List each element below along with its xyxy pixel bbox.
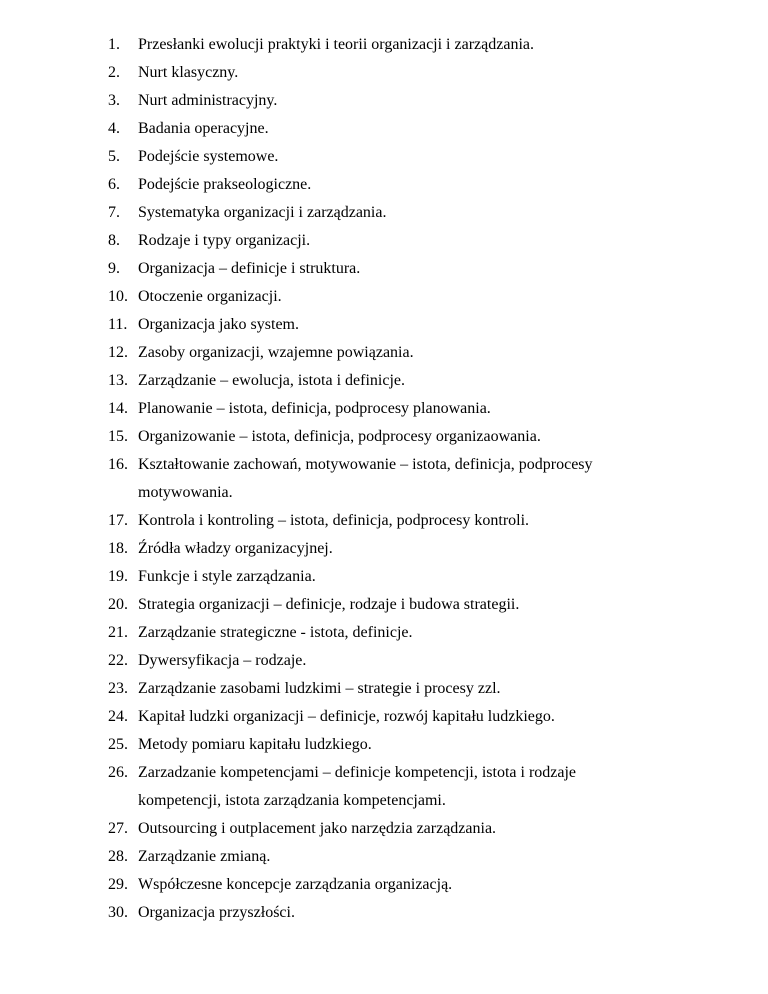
- list-item-number: 23.: [108, 680, 128, 697]
- list-item-text: Zarzadzanie kompetencjami – definicje kompetencji, istota i rodzaje: [138, 764, 577, 781]
- list-item-number: 14.: [108, 400, 128, 417]
- list-item-text: Zasoby organizacji, wzajemne powiązania.: [138, 344, 414, 361]
- list-item-text: Zarządzanie zasobami ludzkimi – strategie i procesy zzl.: [138, 680, 501, 697]
- list-item: [108, 367, 748, 395]
- list-item: [108, 31, 748, 59]
- list-item: [108, 563, 748, 591]
- list-item-text: Organizacja – definicje i struktura.: [138, 260, 361, 277]
- list-item: [108, 311, 748, 339]
- list-item-text: Outsourcing i outplacement jako narzędzia zarządzania.: [138, 820, 497, 837]
- list-item-number: 30.: [108, 904, 128, 921]
- list-item: [108, 199, 748, 227]
- list-item-number: 4.: [108, 120, 120, 137]
- list-item-text: Organizacja przyszłości.: [138, 904, 295, 921]
- list-item-text: Zarządzanie – ewolucja, istota i definicje.: [138, 372, 405, 389]
- list-item: [108, 227, 748, 255]
- list-item-number: 25.: [108, 736, 128, 753]
- list-item-number: 16.: [108, 456, 128, 473]
- list-item: [108, 619, 748, 647]
- list-item: [108, 59, 748, 87]
- list-item: [108, 675, 748, 703]
- list-item-text: Kontrola i kontroling – istota, definicja, podprocesy kontroli.: [138, 512, 530, 529]
- list-item-text: Strategia organizacji – definicje, rodzaje i budowa strategii.: [138, 596, 520, 613]
- list-item: [108, 451, 748, 507]
- list-item-number: 8.: [108, 232, 120, 249]
- list-item: [108, 843, 748, 871]
- list-item-text: Nurt klasyczny.: [138, 64, 239, 81]
- topic-list: [108, 31, 748, 927]
- list-item: [108, 255, 748, 283]
- list-item-number: 27.: [108, 820, 128, 837]
- list-item-text: Nurt administracyjny.: [138, 92, 278, 109]
- list-item-number: 3.: [108, 92, 120, 109]
- list-item-text: Organizowanie – istota, definicja, podprocesy organizaowania.: [138, 428, 541, 445]
- list-item-number: 26.: [108, 764, 128, 781]
- list-item-number: 6.: [108, 176, 120, 193]
- list-item: [108, 87, 748, 115]
- list-item-number: 19.: [108, 568, 128, 585]
- list-item-text: Kapitał ludzki organizacji – definicje, rozwój kapitału ludzkiego.: [138, 708, 555, 725]
- list-item: [108, 143, 748, 171]
- list-item-text: motywowania.: [138, 484, 233, 501]
- list-item-text: Dywersyfikacja – rodzaje.: [138, 652, 307, 669]
- list-item: [108, 759, 748, 815]
- list-item-number: 21.: [108, 624, 128, 641]
- list-item-number: 17.: [108, 512, 128, 529]
- list-item: [108, 171, 748, 199]
- list-item-number: 2.: [108, 64, 120, 81]
- list-item: [108, 731, 748, 759]
- list-item: [108, 899, 748, 927]
- list-item: [108, 339, 748, 367]
- list-item: [108, 423, 748, 451]
- list-item-number: 5.: [108, 148, 120, 165]
- list-item-number: 18.: [108, 540, 128, 557]
- list-item-text: Podejście systemowe.: [138, 148, 279, 165]
- list-item-number: 28.: [108, 848, 128, 865]
- list-item-text: Badania operacyjne.: [138, 120, 269, 137]
- list-item: [108, 535, 748, 563]
- list-item-number: 24.: [108, 708, 128, 725]
- list-item-text: Współczesne koncepcje zarządzania organizacją.: [138, 876, 453, 893]
- list-item: [108, 815, 748, 843]
- list-item-text: kompetencji, istota zarządzania kompetencjami.: [138, 792, 446, 809]
- list-item-text: Źródła władzy organizacyjnej.: [138, 540, 333, 557]
- list-item-text: Zarządzanie strategiczne - istota, definicje.: [138, 624, 413, 641]
- list-item: [108, 703, 748, 731]
- list-item-number: 10.: [108, 288, 128, 305]
- list-item: [108, 647, 748, 675]
- list-item-text: Zarządzanie zmianą.: [138, 848, 271, 865]
- list-item-number: 13.: [108, 372, 128, 389]
- list-item-text: Podejście prakseologiczne.: [138, 176, 312, 193]
- list-item-text: Otoczenie organizacji.: [138, 288, 282, 305]
- list-item: [108, 115, 748, 143]
- list-item-number: 12.: [108, 344, 128, 361]
- list-item-number: 1.: [108, 36, 120, 53]
- list-item-text: Metody pomiaru kapitału ludzkiego.: [138, 736, 372, 753]
- list-item-number: 29.: [108, 876, 128, 893]
- list-item-number: 22.: [108, 652, 128, 669]
- list-item: [108, 283, 748, 311]
- list-item-text: Kształtowanie zachowań, motywowanie – istota, definicja, podprocesy: [138, 456, 593, 473]
- list-item: [108, 591, 748, 619]
- list-item-number: 20.: [108, 596, 128, 613]
- list-item-text: Planowanie – istota, definicja, podprocesy planowania.: [138, 400, 491, 417]
- list-item: [108, 871, 748, 899]
- list-item-text: Funkcje i style zarządzania.: [138, 568, 316, 585]
- list-item-text: Przesłanki ewolucji praktyki i teorii organizacji i zarządzania.: [138, 36, 534, 53]
- list-item-text: Organizacja jako system.: [138, 316, 299, 333]
- list-item: [108, 395, 748, 423]
- list-item-number: 11.: [108, 316, 128, 333]
- list-item-text: Rodzaje i typy organizacji.: [138, 232, 311, 249]
- list-item-number: 7.: [108, 204, 120, 221]
- list-item-number: 9.: [108, 260, 120, 277]
- list-item-number: 15.: [108, 428, 128, 445]
- list-item-text: Systematyka organizacji i zarządzania.: [138, 204, 387, 221]
- list-item: [108, 507, 748, 535]
